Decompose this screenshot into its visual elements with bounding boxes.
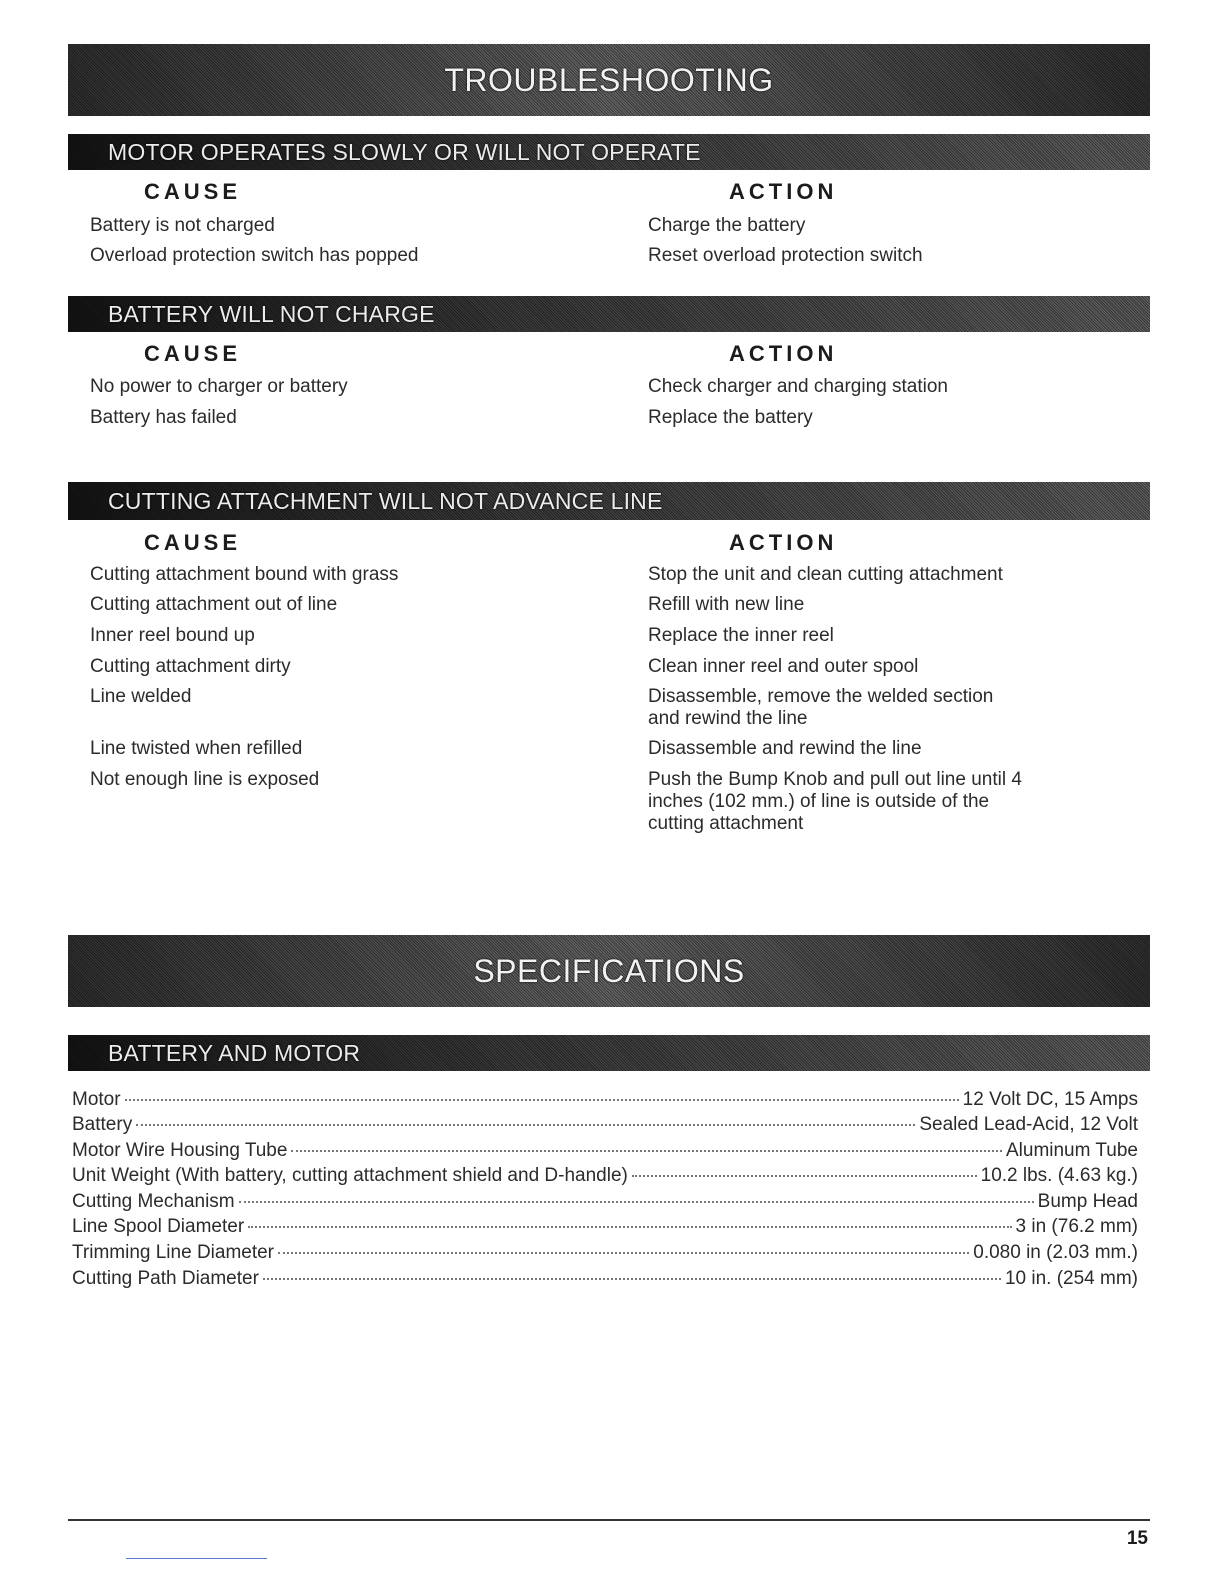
troubleshooting-title-banner (68, 44, 1150, 116)
action-text: Replace the battery (648, 407, 813, 428)
action-text: Stop the unit and clean cutting attachment (648, 564, 1003, 585)
action-text: Refill with new line (648, 594, 805, 615)
section-heading: CUTTING ATTACHMENT WILL NOT ADVANCE LINE (108, 487, 663, 514)
spec-row (72, 1089, 1138, 1113)
action-text: Disassemble, remove the welded section and rewind the line (648, 686, 994, 729)
cause-text: Cutting attachment bound with grass (90, 564, 399, 585)
spec-value: 10 in. (254 mm) (1004, 1268, 1138, 1289)
page-number: 15 (1126, 1528, 1148, 1549)
cause-column-header: CAUSE (144, 179, 242, 204)
action-text: Check charger and charging station (648, 376, 948, 397)
cause-text: Battery has failed (90, 407, 237, 428)
cause-column-header: CAUSE (144, 341, 242, 366)
leader-dots (136, 1124, 915, 1126)
spec-row (72, 1268, 1138, 1292)
action-text: Replace the inner reel (648, 625, 834, 646)
spec-row (72, 1242, 1138, 1266)
section-heading: BATTERY AND MOTOR (108, 1039, 361, 1066)
cause-text: Overload protection switch has popped (90, 245, 419, 266)
spec-value: 3 in (76.2 mm) (1015, 1216, 1138, 1237)
action-column-header: ACTION (729, 341, 838, 366)
spec-value: 0.080 in (2.03 mm.) (973, 1242, 1138, 1263)
specifications-title-banner (68, 935, 1150, 1007)
leader-dots (248, 1226, 1011, 1228)
leader-dots (125, 1099, 959, 1101)
cause-text: Line twisted when refilled (90, 738, 303, 759)
cause-text: Cutting attachment out of line (90, 594, 338, 615)
section-battery-banner (68, 296, 1150, 332)
leader-dots (239, 1201, 1034, 1203)
leader-dots (263, 1278, 1001, 1280)
action-column-header: ACTION (729, 530, 838, 555)
footer-link-rule (126, 1558, 267, 1559)
spec-label: Battery (72, 1114, 133, 1135)
cause-text: Cutting attachment dirty (90, 656, 291, 677)
section-motor-banner (68, 134, 1150, 170)
footer-rule (68, 1519, 1150, 1521)
spec-label: Unit Weight (With battery, cutting attachment shield and D-handle) (72, 1165, 628, 1186)
section-heading: BATTERY WILL NOT CHARGE (108, 300, 435, 327)
cause-text: Not enough line is exposed (90, 769, 320, 790)
spec-row (72, 1114, 1138, 1138)
action-text: Push the Bump Knob and pull out line until 4 inches (102 mm.) of line is outside of the cutting attachment (648, 769, 1022, 834)
spec-value: Bump Head (1037, 1191, 1138, 1212)
spec-value: 12 Volt DC, 15 Amps (962, 1089, 1138, 1110)
cause-text: Line welded (90, 686, 192, 707)
action-text: Disassemble and rewind the line (648, 738, 922, 759)
cause-text: No power to charger or battery (90, 376, 348, 397)
action-column-header: ACTION (729, 179, 838, 204)
action-text: Reset overload protection switch (648, 245, 923, 266)
spec-value: 10.2 lbs. (4.63 kg.) (980, 1165, 1138, 1186)
troubleshooting-title: TROUBLESHOOTING (444, 61, 774, 98)
cause-text: Battery is not charged (90, 215, 275, 236)
spec-value: Sealed Lead-Acid, 12 Volt (919, 1114, 1138, 1135)
cause-text: Inner reel bound up (90, 625, 255, 646)
specifications-title: SPECIFICATIONS (473, 952, 745, 989)
battery-motor-banner (68, 1035, 1150, 1071)
spec-row (72, 1165, 1138, 1189)
leader-dots (291, 1150, 1002, 1152)
spec-label: Cutting Path Diameter (72, 1268, 259, 1289)
spec-row (72, 1216, 1138, 1240)
leader-dots (632, 1175, 977, 1177)
section-cutting-banner (68, 482, 1150, 520)
spec-label: Line Spool Diameter (72, 1216, 245, 1237)
spec-row (72, 1191, 1138, 1215)
action-text: Charge the battery (648, 215, 806, 236)
section-heading: MOTOR OPERATES SLOWLY OR WILL NOT OPERATE (108, 138, 701, 165)
spec-label: Trimming Line Diameter (72, 1242, 275, 1263)
cause-column-header: CAUSE (144, 530, 242, 555)
action-text: Clean inner reel and outer spool (648, 656, 919, 677)
spec-label: Motor (72, 1089, 121, 1110)
spec-label: Cutting Mechanism (72, 1191, 235, 1212)
spec-value: Aluminum Tube (1005, 1140, 1138, 1161)
spec-row (72, 1140, 1138, 1164)
leader-dots (278, 1252, 969, 1254)
spec-label: Motor Wire Housing Tube (72, 1140, 288, 1161)
